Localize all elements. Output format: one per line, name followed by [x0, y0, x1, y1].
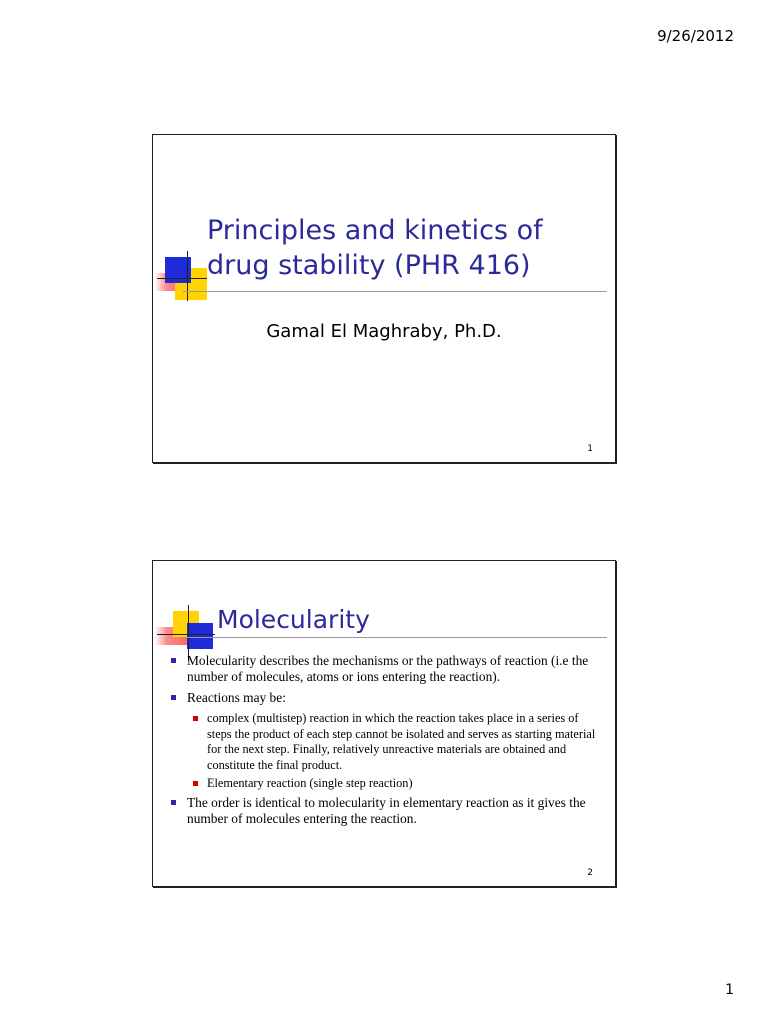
- bullet-icon: [171, 658, 176, 663]
- bullet-icon: [171, 800, 176, 805]
- list-item: The order is identical to molecularity in elementary reaction as it gives the number of molecules entering the reaction.: [169, 795, 601, 827]
- slide-2: [152, 560, 616, 887]
- sub-list-item: complex (multistep) reaction in which the reaction takes place in a series of steps the product of each step cannot be isolated and serves as starting material for the next step. Finally, relatively unreactive materials are obtained and constitute the final product.: [169, 711, 601, 773]
- author-name: Gamal El Maghraby, Ph.D.: [266, 321, 502, 342]
- list-item: Reactions may be:: [169, 690, 601, 706]
- page-date: 9/26/2012: [657, 27, 734, 45]
- slide-1: [152, 134, 616, 463]
- title-rule: [183, 291, 607, 292]
- slide-body: [169, 653, 601, 832]
- slide-number: 1: [587, 444, 593, 454]
- slide-title: Molecularity: [217, 605, 370, 634]
- list-item: Molecularity describes the mechanisms or the pathways of reaction (i.e the number of molecules, atoms or ions entering the reaction).: [169, 653, 601, 685]
- title-rule: [183, 637, 607, 638]
- slide-number: 2: [587, 868, 593, 878]
- bullet-icon: [171, 695, 176, 700]
- slide-title: Principles and kinetics of drug stability (PHR 416): [207, 215, 543, 281]
- bullet-icon: [193, 716, 198, 721]
- bullet-icon: [193, 781, 198, 786]
- sub-list-item: Elementary reaction (single step reaction): [169, 776, 601, 792]
- page-number: 1: [725, 982, 734, 998]
